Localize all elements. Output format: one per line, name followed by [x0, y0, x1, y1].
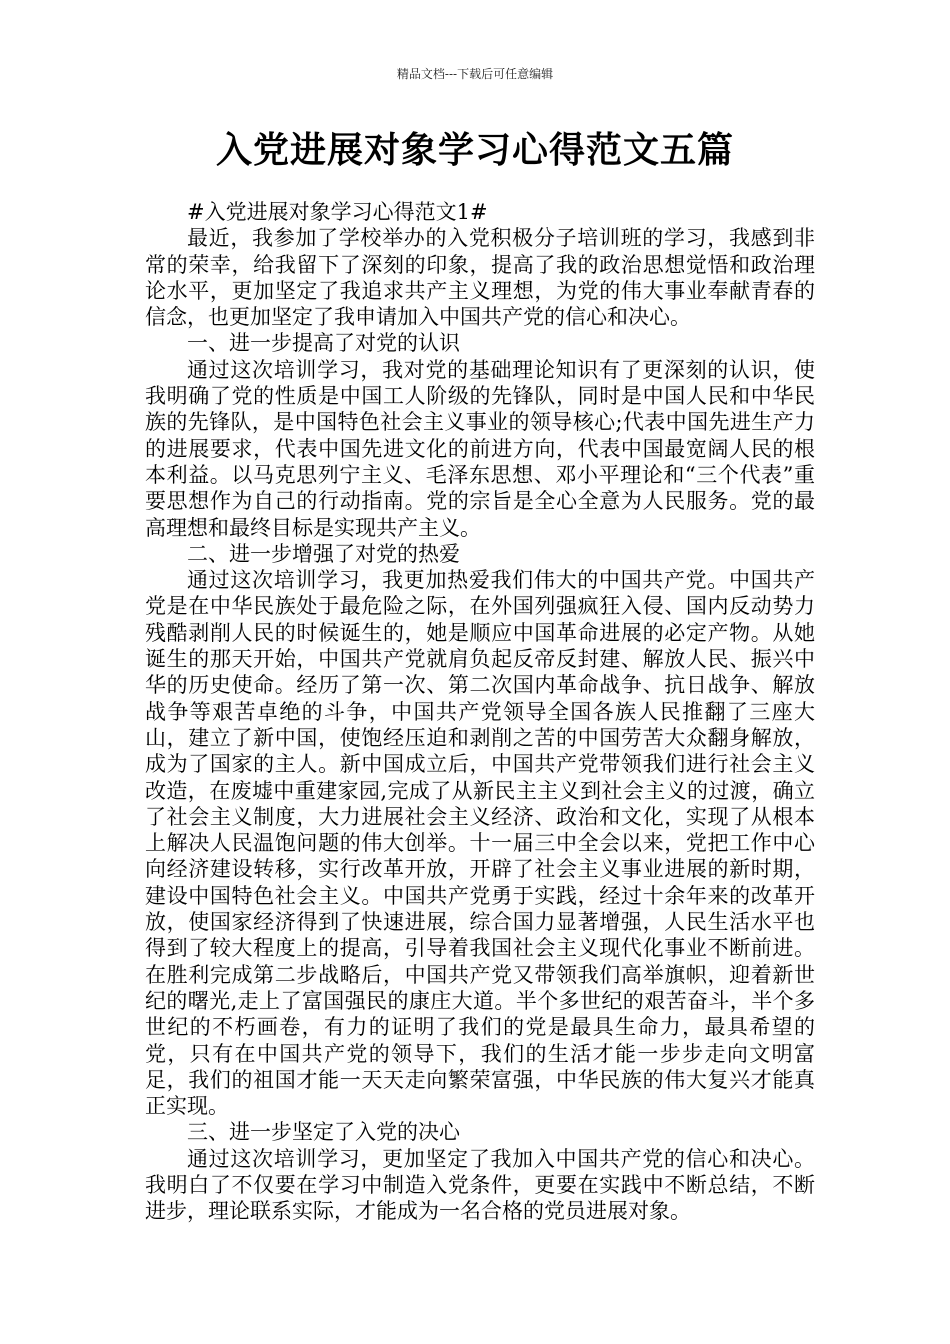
subheading: 一、进一步提高了对党的认识 — [187, 331, 460, 356]
paragraph: 最近，我参加了学校举办的入党积极分子培训班的学习，我感到非常的荣幸，给我留下了深刻的印象，提高了我的政治思想觉悟和政治理论水平，更加坚定了我追求共产主义理想，为党的伟大事业奉献青春的信念，也更加坚定了我申请加入中国共产党的信心和决心。 — [145, 226, 815, 330]
document-body — [145, 199, 815, 1225]
page-title: 入党进展对象学习心得范文五篇 — [215, 129, 734, 171]
section-heading: #入党进展对象学习心得范文1# — [187, 200, 488, 224]
subheading: 二、进一步增强了对党的热爱 — [187, 541, 460, 566]
header-note: 精品文档---下载后可任意编辑 — [396, 67, 554, 81]
paragraph: 通过这次培训学习，我更加热爱我们伟大的中国共产党。中国共产党是在中华民族处于最危险之际，在外国列强疯狂入侵、国内反动势力残酷剥削人民的时候诞生的，她是顺应中国革命进展的必定产物。从她诞生的那天开始，中国共产党就肩负起反帝反封建、解放人民、振兴中华的历史使命。经历了第一次、第二次国内革命战争、抗日战争、解放战争等艰苦卓绝的斗争，中国共产党领导全国各族人民推翻了三座大山，建立了新中国，使饱经压迫和剥削之苦的中国劳苦大众翻身解放，成为了国家的主人。新中国成立后，中国共产党带领我们进行社会主义改造，在废墟中重建家园,完成了从新民主主义到社会主义的过渡，确立了社会主义制度，大力进展社会主义经济、政治和文化，实现了从根本上解决人民温饱问题的伟大创举。十一届三中全会以来，党把工作中心向经济建设转移，实行改革开放，开辟了社会主义事业进展的新时期，建设中国特色社会主义。中国共产党勇于实践，经过十余年来的改革开放，使国家经济得到了快速进展，综合国力显著增强，人民生活水平也得到了较大程度上的提高，引导着我国社会主义现代化事业不断前进。在胜利完成第二步战略后，中国共产党又带领我们高举旗帜，迎着新世纪的曙光,走上了富国强民的康庄大道。半个多世纪的艰苦奋斗，半个多世纪的不朽画卷，有力的证明了我们的党是最具生命力，最具希望的党，只有在中国共产党的领导下，我们的生活才能一步步走向文明富足，我们的祖国才能一天天走向繁荣富强，中华民族的伟大复兴才能真正实现。 — [145, 568, 815, 1119]
paragraph: 通过这次培训学习，我对党的基础理论知识有了更深刻的认识，使我明确了党的性质是中国工人阶级的先锋队，同时是中国人民和中华民族的先锋队，是中国特色社会主义事业的领导核心;代表中国先进生产力的进展要求，代表中国先进文化的前进方向，代表中国最宽阔人民的根本利益。以马克思列宁主义、毛泽东思想、邓小平理论和“三个代表”重要思想作为自己的行动指南。党的宗旨是全心全意为人民服务。党的最高理想和最终目标是实现共产主义。 — [145, 357, 815, 540]
subheading: 三、进一步坚定了入党的决心 — [187, 1120, 460, 1145]
paragraph: 通过这次培训学习，更加坚定了我加入中国共产党的信心和决心。我明白了不仅要在学习中制造入党条件，更要在实践中不断总结，不断进步，理论联系实际，才能成为一名合格的党员进展对象。 — [145, 1146, 815, 1224]
